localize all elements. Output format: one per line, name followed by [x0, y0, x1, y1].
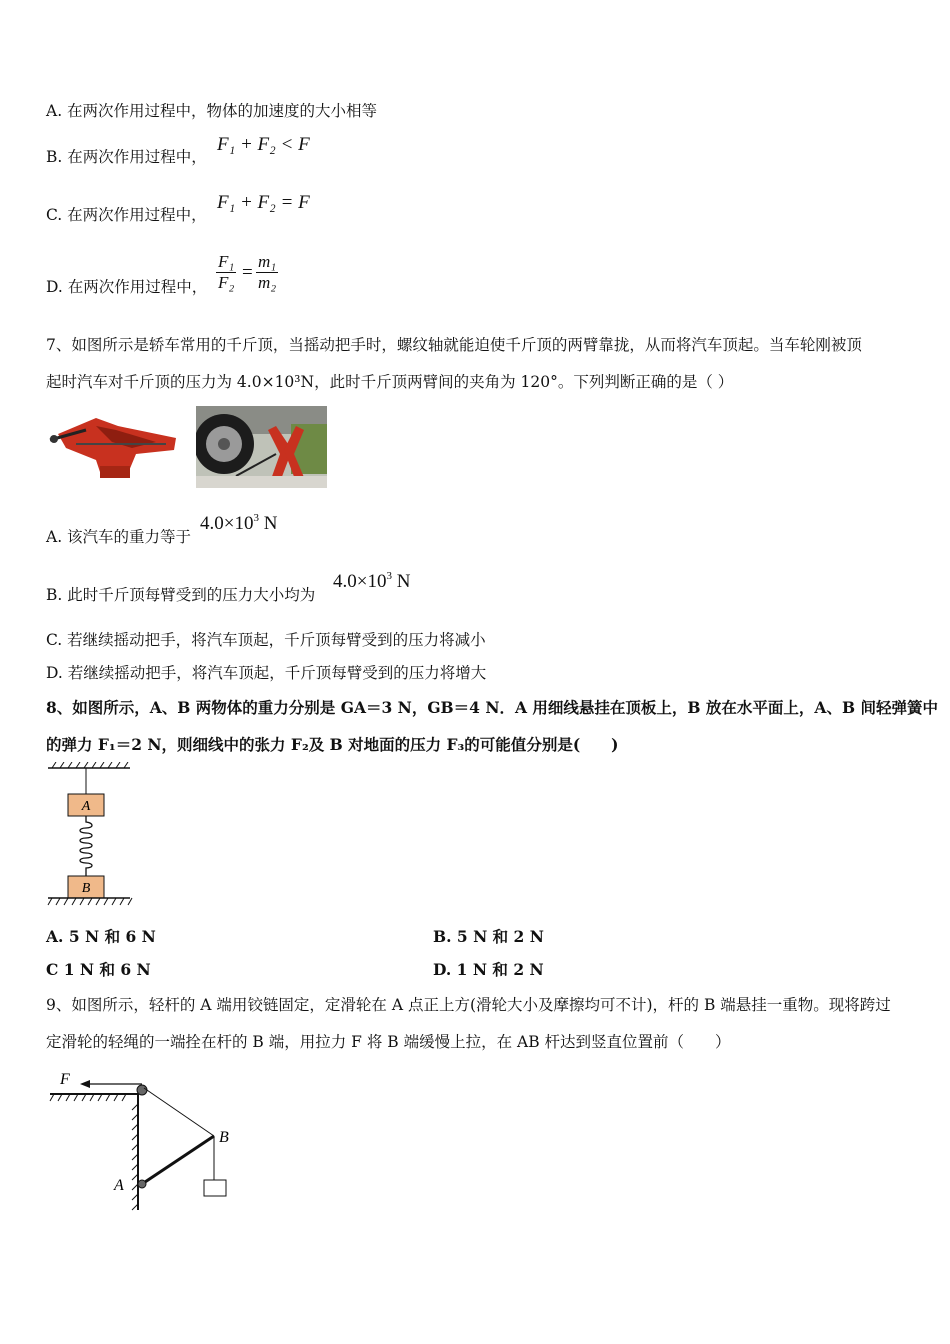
q8-option-b: B. 5 N 和 2 N — [433, 927, 544, 946]
frac-denominator: m₂ — [258, 273, 277, 292]
car-jack-image — [46, 404, 184, 482]
q6-option-b-text: B. 在两次作用过程中， — [46, 148, 207, 166]
q7-option-d: D. 若继续摇动把手，将汽车顶起，千斤顶每臂受到的压力将增大 — [46, 664, 487, 682]
lever-pulley-diagram — [46, 1064, 246, 1214]
q6-option-d-text: D. 在两次作用过程中， — [46, 278, 208, 296]
q7-stem-line1: 7、如图所示是轿车常用的千斤顶，当摇动把手时，螺纹轴就能迫使千斤顶的两臂靠拢，从而将汽车顶起。当车轮刚被顶 — [46, 336, 862, 354]
block-a-label: A — [81, 799, 91, 814]
q6-option-b-formula: F₁ + F₂ < F — [217, 134, 310, 155]
q8-stem-line1: 8、如图所示，A、B 两物体的重力分别是 GA＝3 N，GB＝4 N．A 用细线悬挂在顶板上，B 放在水平面上，A、B 间轻弹簧中 — [46, 698, 938, 717]
q6-option-c-text: C. 在两次作用过程中， — [46, 206, 207, 224]
force-f-label: F — [60, 1071, 70, 1088]
q7-option-b-text: B. 此时千斤顶每臂受到的压力大小均为 — [46, 586, 316, 604]
q7-option-b-value: $4.0\times 10^3$ N — [333, 570, 411, 592]
q7-stem-line2: 起时汽车对千斤顶的压力为 4.0×10³N，此时千斤顶两臂间的夹角为 120°。下列判断正确的是（ ） — [46, 373, 734, 391]
q6-option-d-equals: = — [242, 262, 253, 283]
q8-option-c: C 1 N 和 6 N — [46, 960, 151, 979]
spring-diagram — [46, 762, 134, 908]
frac-denominator: F₂ — [218, 273, 235, 292]
point-b-label: B — [219, 1129, 229, 1146]
q8-option-d: D. 1 N 和 2 N — [433, 960, 544, 979]
q6-option-c-formula: F₁ + F₂ = F — [217, 192, 310, 213]
frac-numerator: m₁ — [258, 252, 277, 271]
point-a-label: A — [114, 1177, 124, 1194]
q7-option-a-text: A. 该汽车的重力等于 — [46, 528, 192, 546]
frac-numerator: F₁ — [218, 252, 235, 271]
q8-option-a: A. 5 N 和 6 N — [46, 927, 156, 946]
block-b-label: B — [81, 881, 91, 896]
q6-option-d-frac-right — [256, 252, 278, 293]
q9-stem-line2: 定滑轮的轻绳的一端拴在杆的 B 端，用拉力 F 将 B 端缓慢上拉，在 AB 杆达到竖直位置前（ ） — [46, 1033, 731, 1051]
q6-option-a: A. 在两次作用过程中，物体的加速度的大小相等 — [46, 102, 378, 120]
q6-option-d-frac-left — [216, 252, 236, 293]
car-jack-photo — [196, 406, 327, 488]
q7-option-c: C. 若继续摇动把手，将汽车顶起，千斤顶每臂受到的压力将减小 — [46, 631, 486, 649]
q8-stem-line2: 的弹力 F₁＝2 N，则细线中的张力 F₂及 B 对地面的压力 F₃的可能值分别是( ) — [46, 735, 619, 754]
q9-stem-line1: 9、如图所示，轻杆的 A 端用铰链固定，定滑轮在 A 点正上方(滑轮大小及摩擦均可不计)，杆的 B 端悬挂一重物。现将跨过 — [46, 996, 891, 1014]
q7-option-a-value: $4.0\times 10^3$ N — [200, 512, 278, 534]
